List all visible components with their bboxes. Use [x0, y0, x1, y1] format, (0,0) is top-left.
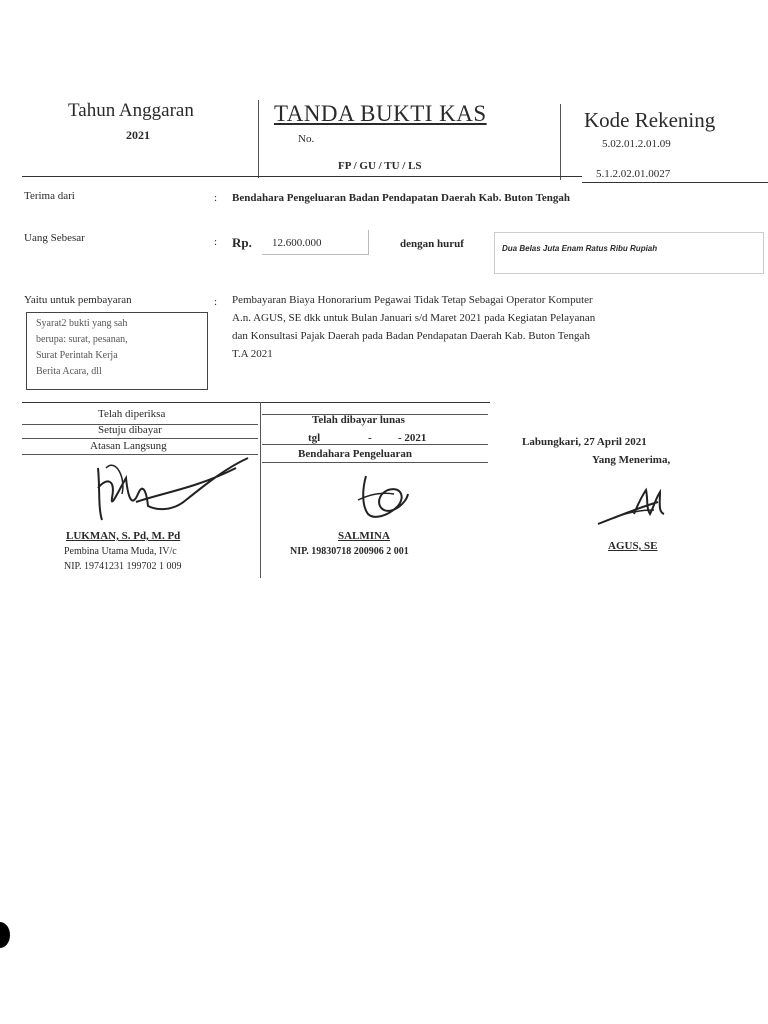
kode-rekening-label: Kode Rekening: [584, 108, 716, 132]
payment-purpose-line-3: dan Konsultasi Pajak Daerah pada Badan Pendapatan Daerah Kab. Buton Tengah: [232, 330, 590, 342]
valid-proof-note-line-2: berupa: surat, pesanan,: [36, 334, 128, 345]
terima-dari-label: Terima dari: [24, 190, 75, 202]
kode-rekening-value-2: 5.1.2.02.01.0027: [596, 168, 671, 180]
amount-in-words-value: Dua Belas Juta Enam Ratus Ribu Rupiah: [502, 244, 658, 253]
valid-proof-note-line-1: Syarat2 bukti yang sah: [36, 318, 128, 329]
document-title: TANDA BUKTI KAS: [274, 101, 487, 126]
paid-in-full-label: Telah dibayar lunas: [312, 414, 405, 426]
supervisor-name: LUKMAN, S. Pd, M. Pd: [66, 530, 181, 542]
currency-label: Rp.: [232, 235, 252, 250]
terima-dari-colon: :: [214, 192, 218, 204]
scan-hole-mark: [0, 922, 10, 948]
supervisor-label: Atasan Langsung: [90, 440, 167, 452]
signature-rule-mid-3: [262, 462, 488, 463]
kode-rekening-value-1: 5.02.01.2.01.09: [602, 138, 671, 150]
paid-date-prefix: tgl: [308, 432, 321, 444]
payment-purpose-line-4: T.A 2021: [232, 348, 273, 360]
treasurer-name: SALMINA: [338, 530, 390, 542]
uang-sebesar-label: Uang Sebesar: [24, 232, 85, 244]
approved-label: Setuju dibayar: [98, 424, 162, 436]
checked-label: Telah diperiksa: [98, 408, 166, 420]
signature-rule-2: [22, 438, 258, 439]
terima-dari-value: Bendahara Pengeluaran Badan Pendapatan Daerah Kab. Buton Tengah: [232, 192, 571, 204]
supervisor-signature: [76, 448, 266, 530]
place-date: Labungkari, 27 April 2021: [522, 436, 647, 448]
recipient-signature: [594, 484, 674, 530]
treasurer-nip: NIP. 19830718 200906 2 001: [290, 546, 409, 557]
uang-sebesar-colon: :: [214, 236, 218, 248]
treasurer-role: Bendahara Pengeluaran: [298, 448, 412, 460]
header-bottom-line-right: [582, 182, 768, 183]
recipient-name: AGUS, SE: [608, 540, 658, 552]
signature-top-line: [22, 402, 490, 403]
amount-in-words-label: dengan huruf: [400, 238, 464, 250]
payment-purpose-label: Yaitu untuk pembayaran: [24, 294, 132, 306]
supervisor-rank: Pembina Utama Muda, IV/c: [64, 546, 177, 557]
paid-date-year: - 2021: [398, 432, 427, 444]
no-label: No.: [298, 133, 315, 145]
recipient-role: Yang Menerima,: [592, 454, 671, 466]
header-bottom-line: [22, 176, 582, 177]
header-divider-left: [258, 100, 259, 178]
amount-in-words-box: [494, 232, 764, 274]
payment-purpose-line-2: A.n. AGUS, SE dkk untuk Bulan Januari s/d Maret 2021 pada Kegiatan Pelayanan: [232, 312, 596, 324]
no-code: FP / GU / TU / LS: [338, 160, 422, 172]
payment-purpose-colon: :: [214, 296, 218, 308]
tahun-anggaran-label: Tahun Anggaran: [68, 100, 194, 121]
valid-proof-note-line-3: Surat Perintah Kerja: [36, 350, 118, 361]
valid-proof-note-line-4: Berita Acara, dll: [36, 366, 102, 377]
supervisor-nip: NIP. 19741231 199702 1 009: [64, 561, 182, 572]
paid-date-dash: -: [368, 432, 372, 444]
header-divider-right: [560, 104, 561, 180]
treasurer-signature: [348, 470, 418, 526]
amount-value: 12.600.000: [272, 237, 322, 249]
payment-purpose-line-1: Pembayaran Biaya Honorarium Pegawai Tidak Tetap Sebagai Operator Komputer: [232, 294, 593, 306]
tahun-anggaran-value: 2021: [126, 128, 150, 142]
signature-rule-mid-2: [262, 444, 488, 445]
